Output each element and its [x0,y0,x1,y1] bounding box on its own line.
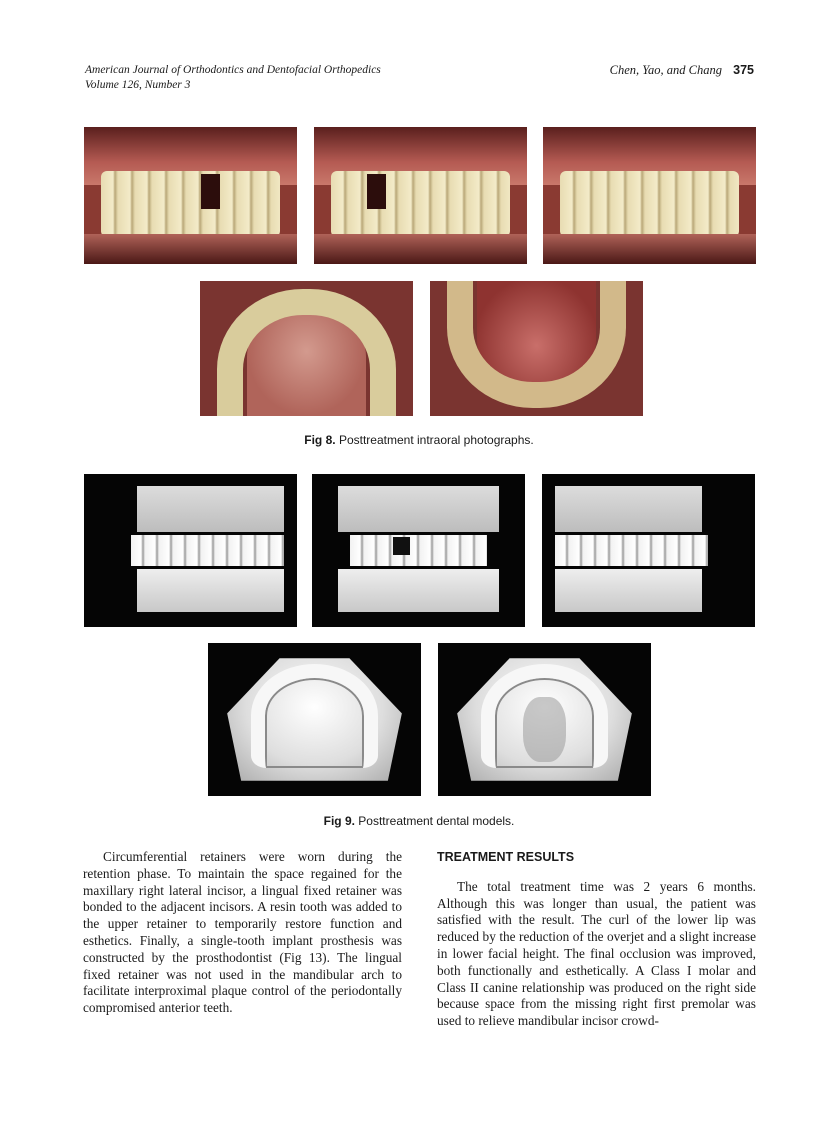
intraoral-photo-right [84,127,297,264]
fig8-caption-text: Posttreatment intraoral photographs. [338,433,534,447]
journal-volume: Volume 126, Number 3 [85,79,191,91]
right-text-column [437,849,756,1030]
left-text-column [83,849,402,1017]
occlusal-photo-lower [430,281,643,416]
dental-model-lower-occlusal [438,643,651,796]
running-header-right [610,63,754,78]
fig8-label: Fig 8. [304,433,336,447]
fig9-caption-text: Posttreatment dental models. [358,814,515,828]
fig9-label: Fig 9. [323,814,355,828]
dental-model-left [542,474,755,627]
running-authors: Chen, Yao, and Chang [609,63,723,77]
running-header-journal [85,63,381,93]
fig9-caption [0,814,838,828]
dental-model-upper-occlusal [208,643,421,796]
page-number: 375 [733,63,754,77]
occlusal-photo-upper [200,281,413,416]
fig8-caption [0,433,838,447]
retention-paragraph: Circumferential retainers were worn during the retention phase. To maintain the space regained for the maxillary right lateral incisor, a lingual fixed retainer was bonded to the adjacent incisors. A resin tooth was added to the upper retainer to temporarily restore function and esthetics. Finally, a single-tooth implant prosthesis was constructed by the prosthodontist (Fig 13). The lingual fixed retainer was not used in the mandibular arch to facilitate interproximal plaque control of the periodontally compromised anterior teeth. [83,849,402,1016]
dental-model-frontal [312,474,525,627]
treatment-results-paragraph: The total treatment time was 2 years 6 months. Although this was longer than usual, the patient was satisfied with the result. The curl of the lower lip was reduced by the reduction of the overjet and a slight increase in lower facial height. The final occlusion was improved, both functionally and esthetically. A Class I molar and Class II canine relationship was produced on the right side because space from the missing right first premolar was used to relieve mandibular incisor crowd- [437,878,756,1029]
dental-model-right [84,474,297,627]
section-heading-treatment-results: TREATMENT RESULTS [437,850,575,864]
intraoral-photo-left [543,127,756,264]
intraoral-photo-frontal [314,127,527,264]
journal-title: American Journal of Orthodontics and Dentofacial Orthopedics [85,64,381,76]
